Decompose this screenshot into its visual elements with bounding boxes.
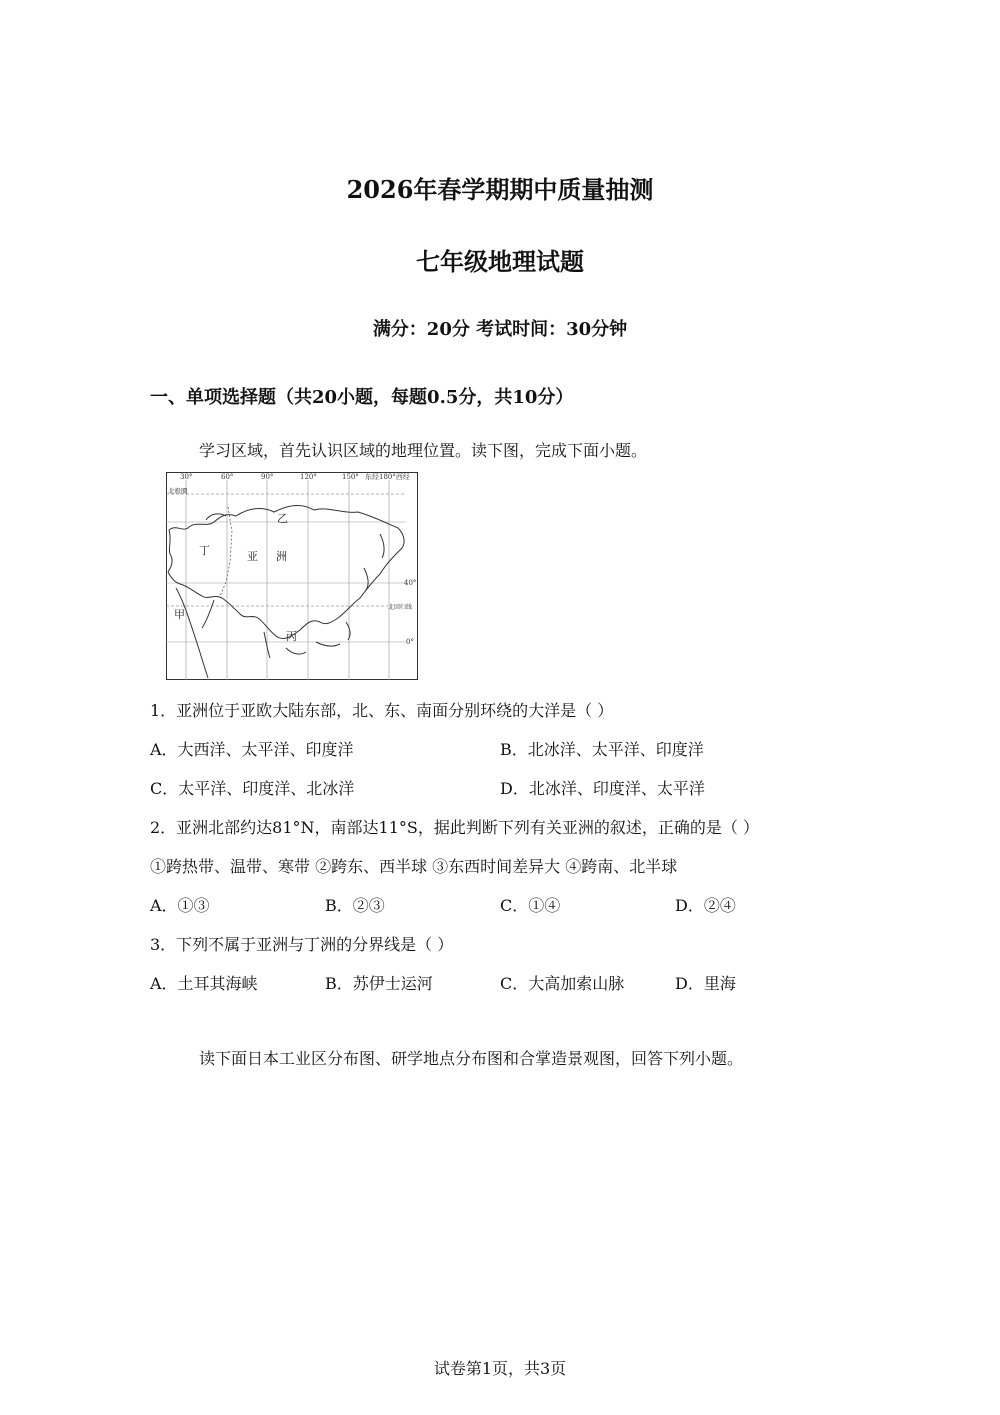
question-3-option-c: C．大高加索山脉 [500,974,625,993]
question-3-option-d: D．里海 [675,974,736,993]
map-label-zhou: 洲 [276,550,287,563]
question-3-option-b: B．苏伊士运河 [325,974,433,993]
map-lon-label: 90° [261,473,274,481]
map-lon-label: 东经180°西经 [365,473,410,481]
intro-text-2: 读下面日本工业区分布图、研学地点分布图和合掌造景观图，回答下列小题。 [199,1049,744,1068]
map-lon-label: 60° [221,473,234,481]
map-lon-label: 150° [342,473,359,481]
map-lon-label: 120° [300,473,317,481]
map-label-bing: 丙 [286,630,297,643]
question-2-stem: 2．亚洲北部约达81°N，南部达11°S，据此判断下列有关亚洲的叙述，正确的是（ ） [150,818,759,837]
map-label-jia: 甲 [174,608,185,621]
asia-map-figure [166,472,418,680]
section-heading: 一、单项选择题（共20小题，每题0.5分，共10分） [150,387,574,408]
question-2-statements: ①跨热带、温带、寒带 ②跨东、西半球 ③东西时间差异大 ④跨南、北半球 [150,857,678,876]
exam-title: 2026年春学期期中质量抽测 [346,175,654,204]
question-1-option-c: C．太平洋、印度洋、北冰洋 [150,779,355,798]
question-2-option-b: B．②③ [325,896,385,915]
map-label-yi: 乙 [277,512,288,525]
question-2-option-c: C．①④ [500,896,561,915]
question-1-option-d: D．北冰洋、印度洋、太平洋 [500,779,705,798]
question-3-option-a: A．土耳其海峡 [150,974,258,993]
map-label-ding: 丁 [199,544,210,557]
question-2-option-d: D．②④ [675,896,736,915]
map-lon-label: 30° [180,473,193,481]
exam-subtitle: 七年级地理试题 [416,247,584,276]
map-line-label: 北极圈 [168,487,188,495]
map-label-ya: 亚 [247,550,258,563]
map-lat-label: 0° [406,638,414,646]
map-lat-label: 40° [404,579,417,587]
question-1-stem: 1．亚洲位于亚欧大陆东部，北、东、南面分别环绕的大洋是（ ） [150,701,614,720]
question-2-option-a: A．①③ [150,896,210,915]
exam-meta: 满分：20分 考试时间：30分钟 [372,319,628,340]
map-line-label: 北回归线 [388,604,413,611]
question-1-option-a: A．大西洋、太平洋、印度洋 [150,740,354,759]
page-footer: 试卷第1页，共3页 [433,1359,567,1378]
intro-text: 学习区域，首先认识区域的地理位置。读下图，完成下面小题。 [199,441,648,460]
question-3-stem: 3．下列不属于亚洲与丁洲的分界线是（ ） [150,935,454,954]
question-1-option-b: B．北冰洋、太平洋、印度洋 [500,740,704,759]
